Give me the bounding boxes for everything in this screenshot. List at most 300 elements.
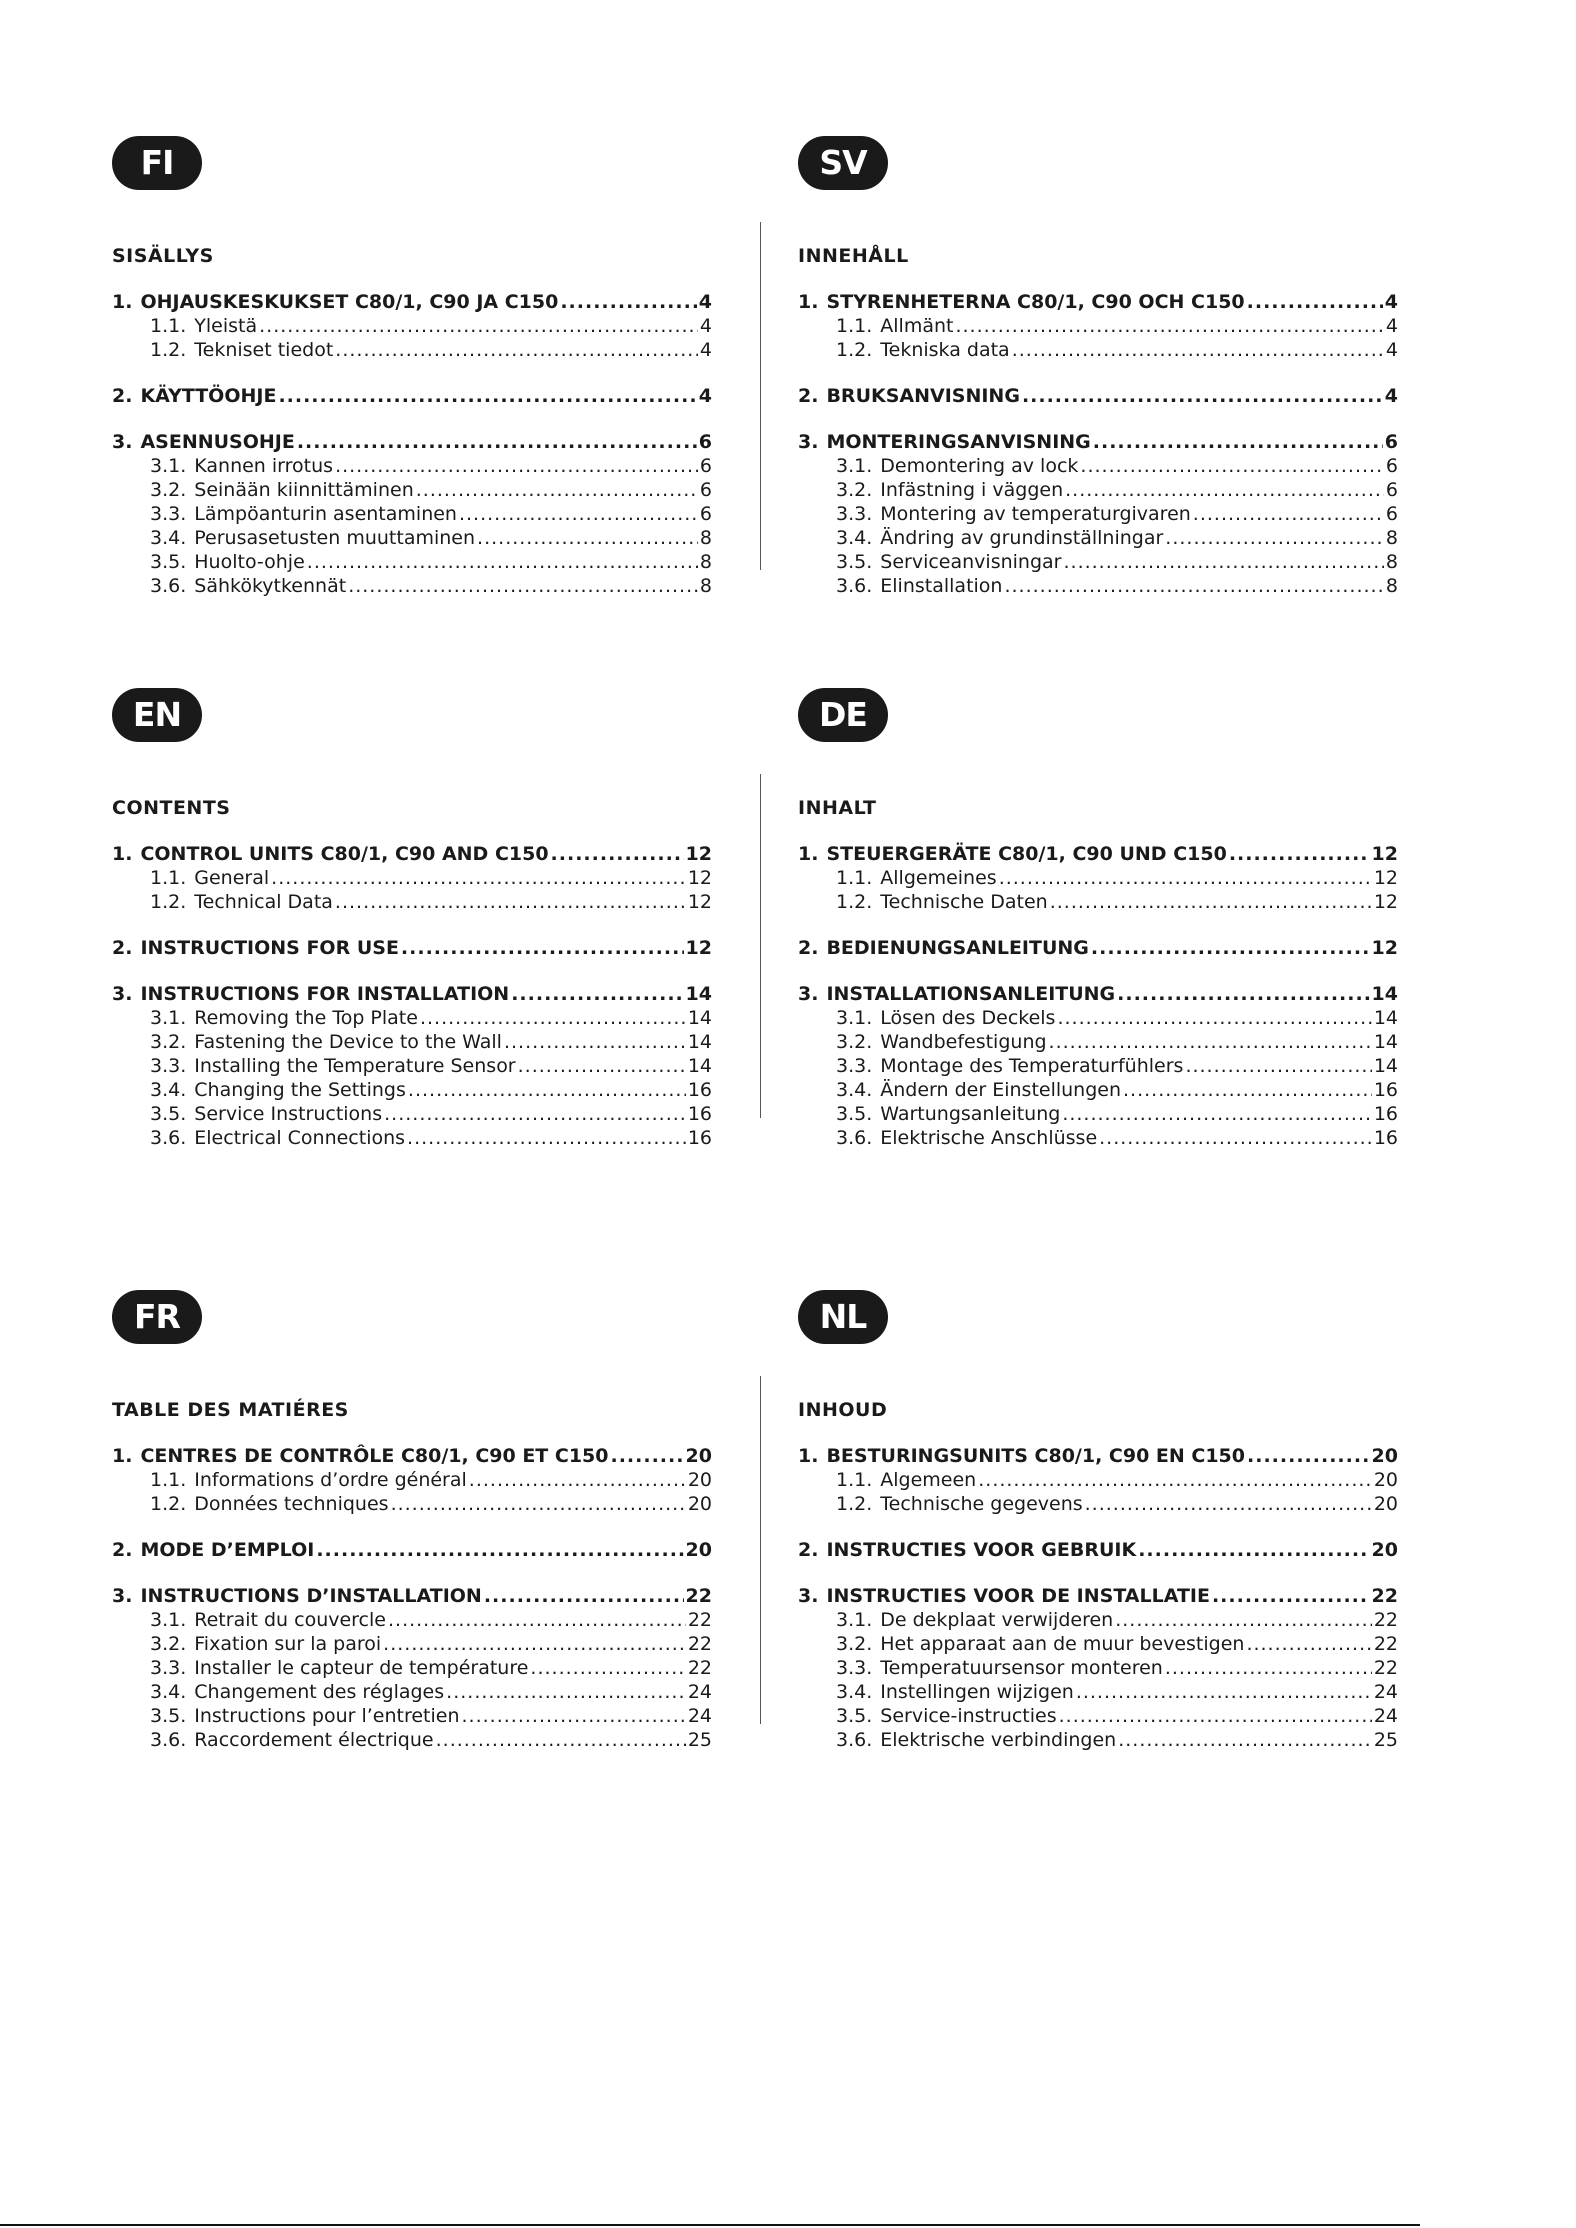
dot-leader xyxy=(401,936,684,960)
entry-title: Ändern der Einstellungen xyxy=(880,1079,1122,1101)
entry-title: INSTALLATIONSANLEITUNG xyxy=(826,983,1116,1005)
toc-heading: TABLE DES MATIÉRES xyxy=(112,1399,349,1421)
toc-chapter-entry xyxy=(798,936,1398,960)
entry-title: Seinään kiinnittäminen xyxy=(194,479,414,501)
entry-number: 1.1. xyxy=(836,315,873,337)
dot-leader xyxy=(551,842,684,866)
toc-subsection-entry xyxy=(112,1608,712,1632)
dot-leader xyxy=(297,430,697,454)
dot-leader xyxy=(530,1656,685,1680)
dot-leader xyxy=(278,384,696,408)
toc-subsection-entry xyxy=(112,314,712,338)
entry-page-number: 14 xyxy=(687,1055,712,1077)
page-bottom-rule xyxy=(0,2224,1420,2226)
entry-number: 1. xyxy=(798,1445,819,1467)
toc-chapter-entry xyxy=(112,982,712,1006)
entry-number: 3.2. xyxy=(150,1633,187,1655)
toc-subsection-entry xyxy=(112,454,712,478)
toc-subsection-entry xyxy=(112,1632,712,1656)
entry-title: Retrait du couvercle xyxy=(194,1609,386,1631)
toc-subsection-entry xyxy=(112,1468,712,1492)
entry-title: Infästning i väggen xyxy=(880,479,1064,501)
toc-subsection-entry xyxy=(112,1704,712,1728)
entry-number: 3.1. xyxy=(150,1007,187,1029)
entry-number: 3.2. xyxy=(150,479,187,501)
toc-chapter-entry xyxy=(112,430,712,454)
entry-page-number: 25 xyxy=(1373,1729,1398,1751)
entry-page-number: 4 xyxy=(699,339,712,361)
entry-title: Montage des Temperaturfühlers xyxy=(880,1055,1184,1077)
dot-leader xyxy=(1012,338,1384,362)
dot-leader xyxy=(1057,1006,1371,1030)
entry-number: 3. xyxy=(798,431,819,453)
entry-number: 3. xyxy=(112,983,133,1005)
entry-page-number: 22 xyxy=(685,1585,712,1607)
language-badge: FI xyxy=(112,136,202,190)
toc-heading: CONTENTS xyxy=(112,797,231,819)
dot-leader xyxy=(1059,1704,1372,1728)
toc-section-sv xyxy=(798,136,1398,598)
entry-page-number: 4 xyxy=(1385,315,1398,337)
toc-chapter-entry xyxy=(798,842,1398,866)
toc-subsection-entry xyxy=(798,1078,1398,1102)
entry-title: Tekniska data xyxy=(880,339,1010,361)
dot-leader xyxy=(391,1492,686,1516)
dot-leader xyxy=(1049,1030,1372,1054)
toc-chapter-entry xyxy=(112,1444,712,1468)
entry-number: 2. xyxy=(798,385,819,407)
entry-page-number: 22 xyxy=(1373,1657,1398,1679)
dot-leader xyxy=(1093,430,1383,454)
entry-title: Sähkökytkennät xyxy=(194,575,347,597)
entry-number: 1.2. xyxy=(150,339,187,361)
entry-number: 3.5. xyxy=(836,551,873,573)
entry-page-number: 16 xyxy=(1373,1079,1398,1101)
entry-page-number: 6 xyxy=(699,503,712,525)
toc-section-de xyxy=(798,688,1398,1150)
entry-number: 3.2. xyxy=(836,1031,873,1053)
entry-page-number: 6 xyxy=(698,431,712,453)
toc-chapter-entry xyxy=(112,936,712,960)
toc-subsection-entry xyxy=(798,1704,1398,1728)
entry-page-number: 4 xyxy=(1384,385,1398,407)
entry-number: 3.3. xyxy=(150,1055,187,1077)
entry-title: Changement des réglages xyxy=(194,1681,445,1703)
entry-number: 3.3. xyxy=(150,503,187,525)
dot-leader xyxy=(1063,550,1383,574)
entry-page-number: 12 xyxy=(685,843,712,865)
toc-chapter-entry xyxy=(798,1444,1398,1468)
entry-page-number: 22 xyxy=(687,1633,712,1655)
toc-chapter-entry xyxy=(112,384,712,408)
language-badge: NL xyxy=(798,1290,888,1344)
toc-subsection-entry xyxy=(798,890,1398,914)
entry-page-number: 22 xyxy=(687,1657,712,1679)
dot-leader xyxy=(407,1126,686,1150)
dot-leader xyxy=(1004,574,1383,598)
toc-subsection-entry xyxy=(112,866,712,890)
entry-title: Instellingen wijzigen xyxy=(880,1681,1074,1703)
entry-page-number: 12 xyxy=(1373,867,1398,889)
entry-page-number: 16 xyxy=(687,1103,712,1125)
entry-number: 1.2. xyxy=(150,891,187,913)
dot-leader xyxy=(316,1538,683,1562)
entry-page-number: 4 xyxy=(698,291,712,313)
entry-page-number: 12 xyxy=(685,937,712,959)
entry-number: 2. xyxy=(112,1539,133,1561)
dot-leader xyxy=(436,1728,686,1752)
toc-chapter-entry xyxy=(798,982,1398,1006)
dot-leader xyxy=(259,314,698,338)
entry-number: 3. xyxy=(798,1585,819,1607)
toc-chapter-entry xyxy=(798,1538,1398,1562)
entry-number: 3. xyxy=(112,1585,133,1607)
entry-number: 3.1. xyxy=(836,455,873,477)
dot-leader xyxy=(1185,1054,1371,1078)
toc-list xyxy=(798,842,1398,1150)
entry-title: Elektrische Anschlüsse xyxy=(880,1127,1098,1149)
entry-page-number: 20 xyxy=(1373,1493,1398,1515)
entry-number: 1.2. xyxy=(150,1493,187,1515)
entry-number: 1. xyxy=(112,1445,133,1467)
entry-title: Tekniset tiedot xyxy=(194,339,334,361)
dot-leader xyxy=(388,1608,686,1632)
toc-subsection-entry xyxy=(112,1728,712,1752)
toc-subsection-entry xyxy=(112,1656,712,1680)
dot-leader xyxy=(1193,502,1384,526)
entry-number: 3.2. xyxy=(836,479,873,501)
dot-leader xyxy=(978,1468,1372,1492)
entry-number: 3.1. xyxy=(150,1609,187,1631)
dot-leader xyxy=(416,478,698,502)
entry-page-number: 12 xyxy=(1371,937,1398,959)
dot-leader xyxy=(459,502,698,526)
toc-subsection-entry xyxy=(112,890,712,914)
entry-title: Algemeen xyxy=(880,1469,977,1491)
toc-subsection-entry xyxy=(798,1030,1398,1054)
dot-leader xyxy=(611,1444,684,1468)
entry-page-number: 20 xyxy=(1371,1445,1398,1467)
entry-number: 1.2. xyxy=(836,891,873,913)
entry-title: Temperatuursensor monteren xyxy=(880,1657,1163,1679)
entry-number: 2. xyxy=(112,385,133,407)
toc-subsection-entry xyxy=(112,574,712,598)
dot-leader xyxy=(271,866,686,890)
toc-subsection-entry xyxy=(112,1078,712,1102)
toc-subsection-entry xyxy=(798,574,1398,598)
entry-page-number: 24 xyxy=(1373,1705,1398,1727)
toc-chapter-entry xyxy=(798,430,1398,454)
entry-title: Fixation sur la paroi xyxy=(194,1633,382,1655)
entry-number: 3.5. xyxy=(150,1705,187,1727)
entry-page-number: 22 xyxy=(1373,1609,1398,1631)
toc-heading: INNEHÅLL xyxy=(798,245,909,267)
entry-number: 1.1. xyxy=(836,1469,873,1491)
entry-title: Yleistä xyxy=(194,315,258,337)
toc-chapter-entry xyxy=(112,1538,712,1562)
column-divider xyxy=(760,1376,761,1724)
entry-title: Allgemeines xyxy=(880,867,997,889)
entry-page-number: 8 xyxy=(699,551,712,573)
dot-leader xyxy=(484,1584,684,1608)
entry-title: Lösen des Deckels xyxy=(880,1007,1056,1029)
dot-leader xyxy=(307,550,698,574)
toc-section-fi xyxy=(112,136,712,598)
entry-page-number: 20 xyxy=(687,1469,712,1491)
toc-subsection-entry xyxy=(112,1126,712,1150)
entry-number: 3.1. xyxy=(836,1609,873,1631)
entry-page-number: 4 xyxy=(699,315,712,337)
language-badge: EN xyxy=(112,688,202,742)
toc-chapter-entry xyxy=(798,290,1398,314)
entry-title: Demontering av lock xyxy=(880,455,1079,477)
toc-subsection-entry xyxy=(112,478,712,502)
entry-title: Elektrische verbindingen xyxy=(880,1729,1117,1751)
dot-leader xyxy=(504,1030,686,1054)
entry-number: 3.4. xyxy=(150,1681,187,1703)
entry-number: 3.2. xyxy=(836,1633,873,1655)
entry-title: Service Instructions xyxy=(194,1103,383,1125)
entry-title: Montering av temperaturgivaren xyxy=(880,503,1191,525)
entry-title: STYRENHETERNA C80/1, C90 OCH C150 xyxy=(826,291,1245,313)
column-divider xyxy=(760,222,761,570)
entry-title: INSTRUCTIONS FOR USE xyxy=(140,937,399,959)
entry-page-number: 6 xyxy=(1385,479,1398,501)
entry-title: Installing the Temperature Sensor xyxy=(194,1055,516,1077)
toc-subsection-entry xyxy=(112,338,712,362)
toc-subsection-entry xyxy=(798,1608,1398,1632)
toc-subsection-entry xyxy=(798,1126,1398,1150)
entry-number: 2. xyxy=(112,937,133,959)
entry-title: Kannen irrotus xyxy=(194,455,334,477)
entry-title: Wandbefestigung xyxy=(880,1031,1047,1053)
entry-page-number: 4 xyxy=(1384,291,1398,313)
toc-section-en xyxy=(112,688,712,1150)
dot-leader xyxy=(1117,982,1369,1006)
entry-number: 3.1. xyxy=(836,1007,873,1029)
entry-title: Perusasetusten muuttaminen xyxy=(194,527,476,549)
entry-page-number: 6 xyxy=(1385,503,1398,525)
entry-title: Elinstallation xyxy=(880,575,1003,597)
toc-list xyxy=(798,1444,1398,1752)
entry-page-number: 16 xyxy=(687,1127,712,1149)
entry-page-number: 8 xyxy=(699,527,712,549)
entry-title: Installer le capteur de température xyxy=(194,1657,529,1679)
entry-title: BESTURINGSUNITS C80/1, C90 EN C150 xyxy=(826,1445,1246,1467)
toc-subsection-entry xyxy=(798,502,1398,526)
entry-title: OHJAUSKESKUKSET C80/1, C90 JA C150 xyxy=(140,291,559,313)
entry-number: 1. xyxy=(798,843,819,865)
entry-title: INSTRUCTIONS FOR INSTALLATION xyxy=(140,983,510,1005)
entry-number: 1.2. xyxy=(836,1493,873,1515)
dot-leader xyxy=(1247,290,1383,314)
entry-number: 3. xyxy=(112,431,133,453)
dot-leader xyxy=(469,1468,686,1492)
entry-page-number: 8 xyxy=(699,575,712,597)
dot-leader xyxy=(1076,1680,1372,1704)
entry-page-number: 20 xyxy=(685,1445,712,1467)
entry-title: Technical Data xyxy=(194,891,333,913)
toc-subsection-entry xyxy=(798,338,1398,362)
toc-heading: INHOUD xyxy=(798,1399,888,1421)
toc-list xyxy=(112,842,712,1150)
entry-title: Instructions pour l’entretien xyxy=(194,1705,460,1727)
dot-leader xyxy=(1165,526,1384,550)
toc-subsection-entry xyxy=(112,1006,712,1030)
entry-page-number: 16 xyxy=(1373,1127,1398,1149)
entry-number: 1. xyxy=(112,843,133,865)
dot-leader xyxy=(348,574,698,598)
entry-page-number: 12 xyxy=(1373,891,1398,913)
toc-subsection-entry xyxy=(798,1656,1398,1680)
toc-chapter-entry xyxy=(798,384,1398,408)
toc-chapter-entry xyxy=(112,842,712,866)
entry-page-number: 14 xyxy=(687,1007,712,1029)
entry-number: 3.6. xyxy=(836,1127,873,1149)
entry-page-number: 22 xyxy=(1373,1633,1398,1655)
entry-number: 3.4. xyxy=(836,1079,873,1101)
entry-number: 3.6. xyxy=(836,1729,873,1751)
entry-title: Wartungsanleitung xyxy=(880,1103,1061,1125)
toc-heading: INHALT xyxy=(798,797,877,819)
entry-number: 1.1. xyxy=(150,867,187,889)
entry-number: 1. xyxy=(798,291,819,313)
entry-page-number: 8 xyxy=(1385,575,1398,597)
entry-page-number: 6 xyxy=(699,479,712,501)
toc-subsection-entry xyxy=(798,1468,1398,1492)
dot-leader xyxy=(1099,1126,1372,1150)
dot-leader xyxy=(1165,1656,1372,1680)
entry-title: Raccordement électrique xyxy=(194,1729,434,1751)
entry-page-number: 12 xyxy=(687,891,712,913)
entry-title: ASENNUSOHJE xyxy=(140,431,295,453)
entry-title: INSTRUCTIES VOOR GEBRUIK xyxy=(826,1539,1137,1561)
entry-title: INSTRUCTIES VOOR DE INSTALLATIE xyxy=(826,1585,1210,1607)
entry-page-number: 8 xyxy=(1385,527,1398,549)
entry-number: 3.3. xyxy=(836,503,873,525)
toc-chapter-entry xyxy=(112,290,712,314)
entry-title: STEUERGERÄTE C80/1, C90 UND C150 xyxy=(826,843,1227,865)
entry-page-number: 14 xyxy=(1373,1007,1398,1029)
entry-page-number: 16 xyxy=(1373,1103,1398,1125)
entry-page-number: 20 xyxy=(685,1539,712,1561)
toc-subsection-entry xyxy=(798,1632,1398,1656)
entry-number: 3. xyxy=(798,983,819,1005)
entry-title: Het apparaat aan de muur bevestigen xyxy=(880,1633,1245,1655)
entry-number: 3.3. xyxy=(150,1657,187,1679)
dot-leader xyxy=(1050,890,1372,914)
entry-page-number: 14 xyxy=(687,1031,712,1053)
toc-subsection-entry xyxy=(798,1054,1398,1078)
toc-subsection-entry xyxy=(798,866,1398,890)
dot-leader xyxy=(1123,1078,1372,1102)
entry-title: KÄYTTÖOHJE xyxy=(140,385,277,407)
language-badge: SV xyxy=(798,136,888,190)
entry-page-number: 24 xyxy=(687,1705,712,1727)
dot-leader xyxy=(518,1054,686,1078)
entry-number: 1.2. xyxy=(836,339,873,361)
toc-subsection-entry xyxy=(112,1030,712,1054)
toc-subsection-entry xyxy=(112,1102,712,1126)
entry-number: 3.6. xyxy=(836,575,873,597)
dot-leader xyxy=(1118,1728,1372,1752)
toc-subsection-entry xyxy=(798,1728,1398,1752)
toc-list xyxy=(112,1444,712,1752)
entry-title: Service-instructies xyxy=(880,1705,1057,1727)
entry-number: 3.5. xyxy=(836,1103,873,1125)
toc-subsection-entry xyxy=(112,1054,712,1078)
dot-leader xyxy=(420,1006,686,1030)
dot-leader xyxy=(462,1704,686,1728)
entry-title: BRUKSANVISNING xyxy=(826,385,1020,407)
entry-number: 1.1. xyxy=(150,1469,187,1491)
entry-number: 2. xyxy=(798,937,819,959)
toc-subsection-entry xyxy=(798,550,1398,574)
dot-leader xyxy=(446,1680,686,1704)
entry-number: 3.3. xyxy=(836,1055,873,1077)
entry-number: 3.4. xyxy=(836,527,873,549)
language-badge: FR xyxy=(112,1290,202,1344)
dot-leader xyxy=(1138,1538,1369,1562)
dot-leader xyxy=(1247,1444,1370,1468)
toc-subsection-entry xyxy=(798,1102,1398,1126)
dot-leader xyxy=(1229,842,1370,866)
entry-title: Lämpöanturin asentaminen xyxy=(194,503,457,525)
entry-number: 3.5. xyxy=(150,551,187,573)
toc-section-nl xyxy=(798,1290,1398,1752)
entry-page-number: 12 xyxy=(1371,843,1398,865)
toc-heading: SISÄLLYS xyxy=(112,245,214,267)
entry-page-number: 22 xyxy=(687,1609,712,1631)
entry-page-number: 4 xyxy=(1385,339,1398,361)
dot-leader xyxy=(1022,384,1383,408)
entry-title: INSTRUCTIONS D’INSTALLATION xyxy=(140,1585,482,1607)
entry-page-number: 14 xyxy=(1373,1031,1398,1053)
entry-page-number: 14 xyxy=(1373,1055,1398,1077)
dot-leader xyxy=(335,338,698,362)
dot-leader xyxy=(1085,1492,1372,1516)
entry-title: Huolto-ohje xyxy=(194,551,305,573)
dot-leader xyxy=(335,890,686,914)
entry-number: 3.2. xyxy=(150,1031,187,1053)
entry-number: 3.4. xyxy=(150,527,187,549)
entry-page-number: 22 xyxy=(1371,1585,1398,1607)
entry-page-number: 20 xyxy=(687,1493,712,1515)
entry-number: 1.1. xyxy=(836,867,873,889)
entry-page-number: 4 xyxy=(698,385,712,407)
toc-subsection-entry xyxy=(112,1680,712,1704)
dot-leader xyxy=(1115,1608,1372,1632)
column-divider xyxy=(760,774,761,1118)
entry-title: BEDIENUNGSANLEITUNG xyxy=(826,937,1089,959)
entry-title: Removing the Top Plate xyxy=(194,1007,418,1029)
toc-subsection-entry xyxy=(798,478,1398,502)
entry-number: 3.4. xyxy=(150,1079,187,1101)
toc-section-fr xyxy=(112,1290,712,1752)
dot-leader xyxy=(383,1632,686,1656)
entry-number: 3.6. xyxy=(150,1729,187,1751)
dot-leader xyxy=(335,454,698,478)
dot-leader xyxy=(1246,1632,1371,1656)
toc-subsection-entry xyxy=(112,502,712,526)
entry-number: 3.5. xyxy=(150,1103,187,1125)
entry-page-number: 24 xyxy=(687,1681,712,1703)
dot-leader xyxy=(999,866,1372,890)
dot-leader xyxy=(1065,478,1384,502)
toc-subsection-entry xyxy=(798,526,1398,550)
toc-list xyxy=(798,290,1398,598)
entry-title: General xyxy=(194,867,270,889)
